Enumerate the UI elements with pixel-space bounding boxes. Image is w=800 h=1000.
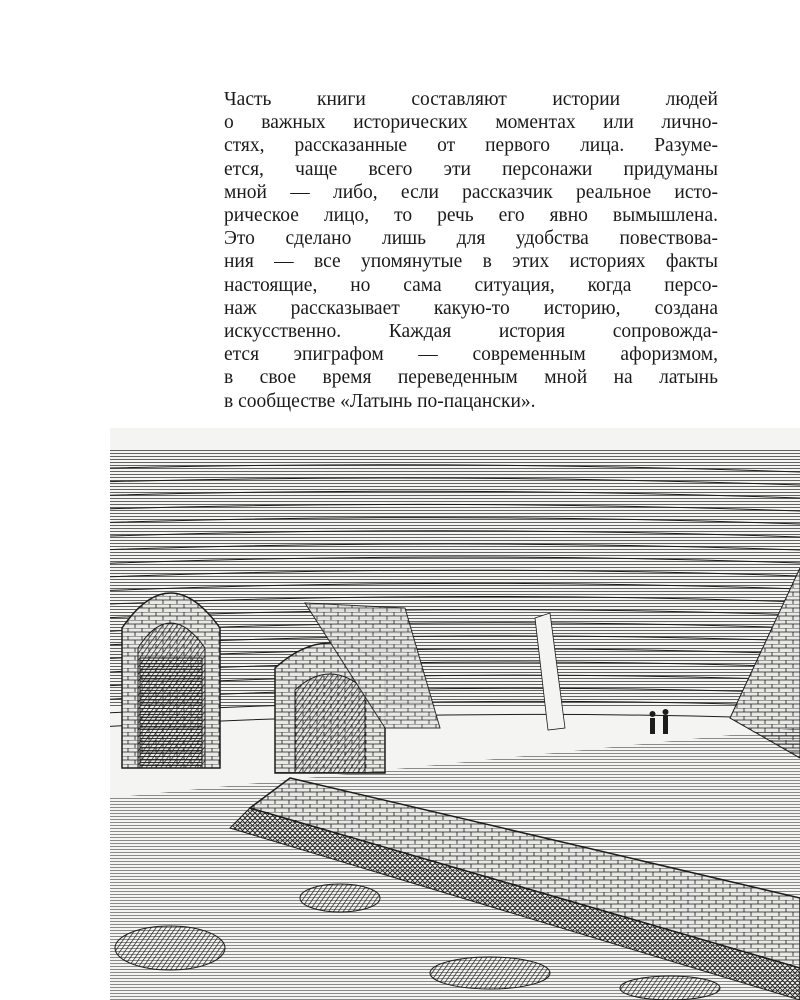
text-line: о важных исторических моментах или лично- [224,112,718,134]
text-line: настоящие, но сама ситуация, когда персо- [224,274,718,296]
text-line: стях, рассказанные от первого лица. Разуме- [224,135,718,157]
text-line: рическое лицо, то речь его явно вымышлена. [224,205,718,227]
left-arch-ruin [122,593,220,768]
text-line: ния — все упомянутые в этих историях факты [224,251,718,273]
text-line: Часть книги составляют истории людей [224,89,718,110]
text-line: мной — либо, если рассказчик реальное исто- [224,181,718,203]
text-line: Это сделано лишь для удобства повествова- [224,228,718,250]
text-line: ется, чаще всего эти персонажи придуманы [224,158,718,180]
body-paragraph [224,88,718,413]
text-line: ется эпиграфом — современным афоризмом, [224,344,718,366]
text-line: в сообществе «Латынь по-пацански». [224,390,536,412]
amphitheatre-engraving [110,428,800,1000]
text-line: искусственно. Каждая история сопровожда- [224,321,718,343]
text-line: наж рассказывает какую-то историю, создана [224,297,718,319]
human-figures [650,709,669,734]
text-line: в свое время переведенным мной на латынь [224,367,718,389]
